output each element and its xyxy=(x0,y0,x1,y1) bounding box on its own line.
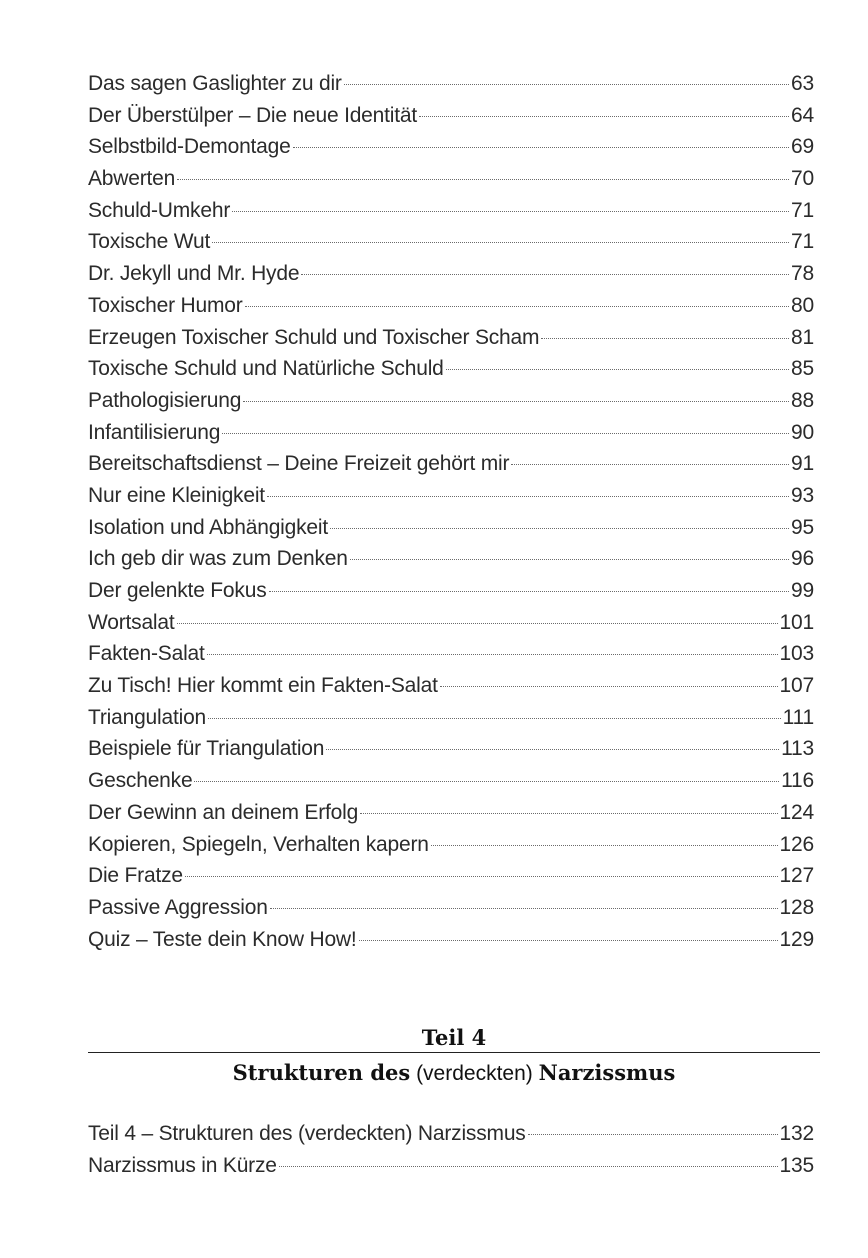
toc-entry-title: Fakten-Salat xyxy=(88,642,205,666)
dot-leader xyxy=(232,211,789,212)
toc-entry-title: Selbstbild-Demontage xyxy=(88,135,291,159)
toc-entry-title: Der Gewinn an deinem Erfolg xyxy=(88,800,359,824)
toc-entry-title: Geschenke xyxy=(88,769,193,793)
toc-entry-page-number: 132 xyxy=(779,1122,814,1145)
dot-leader xyxy=(446,369,789,370)
toc-entry-page-number: 127 xyxy=(779,864,814,888)
toc-entry-page-number: 124 xyxy=(779,800,814,824)
part-label: Teil 4 xyxy=(421,1025,487,1050)
toc-entry-page-number: 129 xyxy=(779,927,814,951)
toc-entry-title: Infantilisierung xyxy=(88,420,221,444)
toc-entry-title: Der Überstülper – Die neue Identität xyxy=(88,103,417,127)
table-of-contents-section xyxy=(88,1122,814,1185)
dot-leader xyxy=(419,116,789,117)
toc-entry-page-number: 80 xyxy=(791,293,814,317)
toc-entry[interactable] xyxy=(88,737,814,769)
toc-entry-page-number: 107 xyxy=(779,674,814,698)
toc-entry-page-number: 85 xyxy=(791,357,814,381)
part-subtitle xyxy=(88,1059,820,1088)
toc-entry-title: Isolation und Abhängigkeit xyxy=(88,515,328,539)
toc-entry-page-number: 71 xyxy=(791,198,814,222)
toc-entry-title: Schuld-Umkehr xyxy=(88,198,231,222)
toc-entry[interactable] xyxy=(88,801,814,833)
dot-leader xyxy=(511,464,789,465)
toc-entry-page-number: 91 xyxy=(791,452,814,476)
dot-leader xyxy=(269,591,790,592)
dot-leader xyxy=(243,401,789,402)
toc-entry-title: Der gelenkte Fokus xyxy=(88,579,267,602)
toc-entry[interactable] xyxy=(88,389,814,421)
toc-entry[interactable] xyxy=(88,199,814,231)
dot-leader xyxy=(326,749,779,750)
toc-entry-title: Narzissmus in Kürze xyxy=(88,1153,277,1177)
dot-leader xyxy=(245,306,789,307)
toc-entry[interactable] xyxy=(88,452,814,484)
dot-leader xyxy=(440,686,778,687)
toc-entry[interactable] xyxy=(88,167,814,199)
dot-leader xyxy=(185,876,778,877)
toc-entry-page-number: 70 xyxy=(791,167,814,191)
toc-entry-page-number: 71 xyxy=(791,230,814,254)
part-subtitle-middle: (verdeckten) xyxy=(410,1062,539,1085)
toc-entry-title: Das sagen Gaslighter zu dir xyxy=(88,72,342,95)
table-of-contents-section xyxy=(88,72,814,959)
toc-entry[interactable] xyxy=(88,326,814,358)
dot-leader xyxy=(212,242,789,243)
toc-entry-page-number: 64 xyxy=(791,103,814,127)
toc-entry[interactable] xyxy=(88,547,814,579)
dot-leader xyxy=(293,147,789,148)
toc-entry[interactable] xyxy=(88,1154,814,1186)
toc-entry-title: Abwerten xyxy=(88,167,176,191)
dot-leader xyxy=(528,1134,778,1135)
toc-entry-page-number: 95 xyxy=(791,515,814,539)
dot-leader xyxy=(208,718,781,719)
toc-entry-title: Kopieren, Spiegeln, Verhalten kapern xyxy=(88,832,429,856)
toc-entry-title: Triangulation xyxy=(88,705,207,729)
toc-entry-title: Bereitschaftsdienst – Deine Freizeit gehört mir xyxy=(88,452,510,476)
toc-entry-page-number: 99 xyxy=(791,579,814,602)
dot-leader xyxy=(541,338,789,339)
dot-leader xyxy=(431,845,778,846)
toc-entry-page-number: 128 xyxy=(779,895,814,919)
toc-entry-page-number: 81 xyxy=(791,325,814,349)
toc-entry[interactable] xyxy=(88,579,814,611)
toc-entry-title: Toxischer Humor xyxy=(88,293,243,317)
dot-leader xyxy=(194,781,779,782)
part-heading xyxy=(88,1024,820,1088)
dot-leader xyxy=(207,654,778,655)
dot-leader xyxy=(360,813,777,814)
part-divider xyxy=(88,1052,820,1053)
toc-entry-page-number: 126 xyxy=(779,832,814,856)
toc-entry-page-number: 69 xyxy=(791,135,814,159)
dot-leader xyxy=(279,1166,778,1167)
toc-entry-title: Quiz – Teste dein Know How! xyxy=(88,927,357,951)
toc-entry[interactable] xyxy=(88,1122,814,1154)
toc-entry-title: Die Fratze xyxy=(88,864,183,888)
toc-entry[interactable] xyxy=(88,294,814,326)
toc-entry[interactable] xyxy=(88,516,814,548)
part-subtitle-end: Narzissmus xyxy=(538,1060,676,1085)
dot-leader xyxy=(359,940,778,941)
toc-entry-title: Passive Aggression xyxy=(88,895,268,919)
toc-entry-title: Beispiele für Triangulation xyxy=(88,737,325,761)
toc-entry[interactable] xyxy=(88,642,814,674)
toc-entry-title: Dr. Jekyll und Mr. Hyde xyxy=(88,262,300,286)
toc-entry-title: Toxische Schuld und Natürliche Schuld xyxy=(88,357,444,381)
toc-entry[interactable] xyxy=(88,928,814,960)
toc-entry-title: Nur eine Kleinigkeit xyxy=(88,483,265,507)
toc-entry-page-number: 93 xyxy=(791,483,814,507)
dot-leader xyxy=(222,433,789,434)
toc-entry-title: Pathologisierung xyxy=(88,388,242,412)
toc-entry[interactable] xyxy=(88,833,814,865)
toc-entry[interactable] xyxy=(88,864,814,896)
toc-entry[interactable] xyxy=(88,135,814,167)
toc-entry[interactable] xyxy=(88,769,814,801)
toc-entry-page-number: 103 xyxy=(779,642,814,666)
toc-entry-title: Ich geb dir was zum Denken xyxy=(88,547,348,571)
toc-entry[interactable] xyxy=(88,72,814,104)
toc-entry-page-number: 88 xyxy=(791,388,814,412)
toc-entry-page-number: 101 xyxy=(779,610,814,634)
toc-entry[interactable] xyxy=(88,611,814,643)
dot-leader xyxy=(350,559,789,560)
dot-leader xyxy=(177,179,789,180)
toc-entry[interactable] xyxy=(88,104,814,136)
dot-leader xyxy=(267,496,789,497)
toc-entry-title: Teil 4 – Strukturen des (verdeckten) Narzissmus xyxy=(88,1122,526,1145)
toc-entry[interactable] xyxy=(88,230,814,262)
toc-entry-title: Zu Tisch! Hier kommt ein Fakten-Salat xyxy=(88,674,438,698)
toc-entry-page-number: 116 xyxy=(781,769,814,793)
dot-leader xyxy=(330,528,789,529)
dot-leader xyxy=(270,908,778,909)
toc-entry[interactable] xyxy=(88,896,814,928)
toc-entry-page-number: 78 xyxy=(791,262,814,286)
toc-entry-page-number: 113 xyxy=(781,737,814,761)
toc-entry-title: Wortsalat xyxy=(88,610,175,634)
toc-entry-page-number: 135 xyxy=(779,1153,814,1177)
part-subtitle-start: Strukturen des xyxy=(232,1060,411,1085)
toc-entry-page-number: 111 xyxy=(782,705,814,729)
dot-leader xyxy=(177,623,778,624)
toc-entry[interactable] xyxy=(88,421,814,453)
toc-entry[interactable] xyxy=(88,357,814,389)
toc-entry-title: Toxische Wut xyxy=(88,230,211,254)
toc-entry-page-number: 63 xyxy=(791,72,814,95)
toc-entry[interactable] xyxy=(88,484,814,516)
toc-entry-page-number: 90 xyxy=(791,420,814,444)
toc-entry[interactable] xyxy=(88,262,814,294)
dot-leader xyxy=(301,274,789,275)
toc-entry[interactable] xyxy=(88,706,814,738)
dot-leader xyxy=(344,84,789,85)
toc-entry-title: Erzeugen Toxischer Schuld und Toxischer Scham xyxy=(88,325,540,349)
toc-entry-page-number: 96 xyxy=(791,547,814,571)
toc-entry[interactable] xyxy=(88,674,814,706)
